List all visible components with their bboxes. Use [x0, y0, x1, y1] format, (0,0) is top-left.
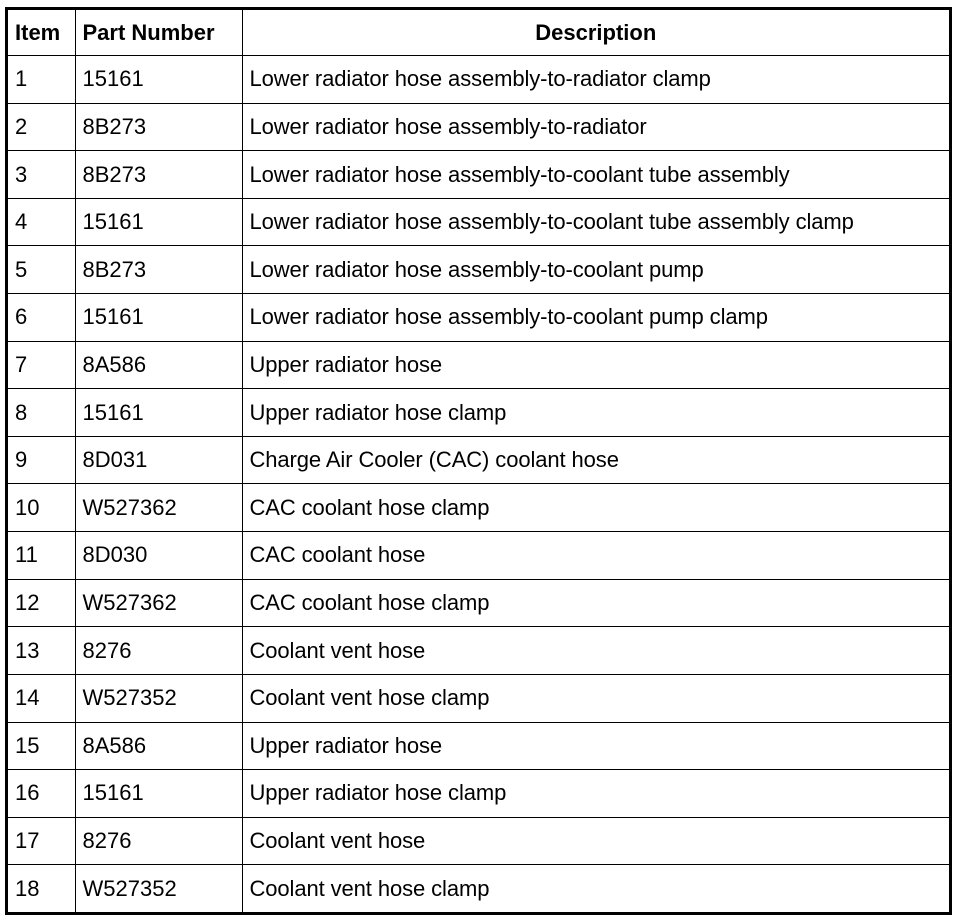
description-cell: Lower radiator hose assembly-to-radiator: [242, 103, 949, 151]
parts-table-container: [5, 7, 952, 915]
table-row: [8, 722, 949, 770]
part-number-cell: 8D031: [75, 436, 242, 484]
table-row: [8, 341, 949, 389]
description-cell: Lower radiator hose assembly-to-coolant pump clamp: [242, 294, 949, 342]
table-row: [8, 579, 949, 627]
item-cell: 17: [8, 817, 75, 865]
part-number-cell: 15161: [75, 56, 242, 104]
description-cell: Coolant vent hose clamp: [242, 865, 949, 912]
description-cell: Coolant vent hose clamp: [242, 674, 949, 722]
table-row: [8, 103, 949, 151]
description-cell: CAC coolant hose: [242, 532, 949, 580]
item-cell: 9: [8, 436, 75, 484]
table-body: [8, 56, 949, 913]
part-number-cell: W527362: [75, 484, 242, 532]
item-cell: 6: [8, 294, 75, 342]
description-cell: Coolant vent hose: [242, 627, 949, 675]
description-cell: Upper radiator hose: [242, 341, 949, 389]
part-number-cell: 8D030: [75, 532, 242, 580]
part-number-cell: 15161: [75, 389, 242, 437]
item-cell: 8: [8, 389, 75, 437]
item-cell: 3: [8, 151, 75, 199]
description-cell: CAC coolant hose clamp: [242, 579, 949, 627]
description-cell: Coolant vent hose: [242, 817, 949, 865]
description-cell: Charge Air Cooler (CAC) coolant hose: [242, 436, 949, 484]
parts-table: [8, 10, 949, 912]
table-row: [8, 151, 949, 199]
item-cell: 16: [8, 770, 75, 818]
part-number-cell: 8B273: [75, 151, 242, 199]
description-cell: Lower radiator hose assembly-to-radiator clamp: [242, 56, 949, 104]
part-number-cell: 8276: [75, 817, 242, 865]
part-number-cell: 8B273: [75, 246, 242, 294]
part-number-cell: 8276: [75, 627, 242, 675]
table-row: [8, 294, 949, 342]
table-row: [8, 198, 949, 246]
part-number-cell: 15161: [75, 770, 242, 818]
description-cell: Lower radiator hose assembly-to-coolant tube assembly: [242, 151, 949, 199]
item-cell: 14: [8, 674, 75, 722]
table-row: [8, 674, 949, 722]
table-row: [8, 436, 949, 484]
part-number-cell: 8A586: [75, 341, 242, 389]
item-cell: 1: [8, 56, 75, 104]
table-row: [8, 532, 949, 580]
description-cell: Lower radiator hose assembly-to-coolant pump: [242, 246, 949, 294]
table-header-row: [8, 10, 949, 56]
table-row: [8, 817, 949, 865]
table-row: [8, 389, 949, 437]
part-number-cell: W527352: [75, 674, 242, 722]
column-header-part-number: Part Number: [75, 10, 242, 56]
item-cell: 4: [8, 198, 75, 246]
column-header-description: Description: [242, 10, 949, 56]
part-number-cell: 15161: [75, 198, 242, 246]
item-cell: 2: [8, 103, 75, 151]
part-number-cell: 15161: [75, 294, 242, 342]
part-number-cell: 8B273: [75, 103, 242, 151]
description-cell: CAC coolant hose clamp: [242, 484, 949, 532]
item-cell: 5: [8, 246, 75, 294]
item-cell: 13: [8, 627, 75, 675]
item-cell: 18: [8, 865, 75, 912]
item-cell: 11: [8, 532, 75, 580]
column-header-item: Item: [8, 10, 75, 56]
table-row: [8, 246, 949, 294]
table-row: [8, 627, 949, 675]
description-cell: Upper radiator hose clamp: [242, 389, 949, 437]
table-row: [8, 865, 949, 912]
item-cell: 15: [8, 722, 75, 770]
description-cell: Lower radiator hose assembly-to-coolant tube assembly clamp: [242, 198, 949, 246]
part-number-cell: W527352: [75, 865, 242, 912]
description-cell: Upper radiator hose: [242, 722, 949, 770]
table-row: [8, 770, 949, 818]
table-row: [8, 484, 949, 532]
part-number-cell: W527362: [75, 579, 242, 627]
description-cell: Upper radiator hose clamp: [242, 770, 949, 818]
table-row: [8, 56, 949, 104]
item-cell: 12: [8, 579, 75, 627]
item-cell: 10: [8, 484, 75, 532]
part-number-cell: 8A586: [75, 722, 242, 770]
item-cell: 7: [8, 341, 75, 389]
